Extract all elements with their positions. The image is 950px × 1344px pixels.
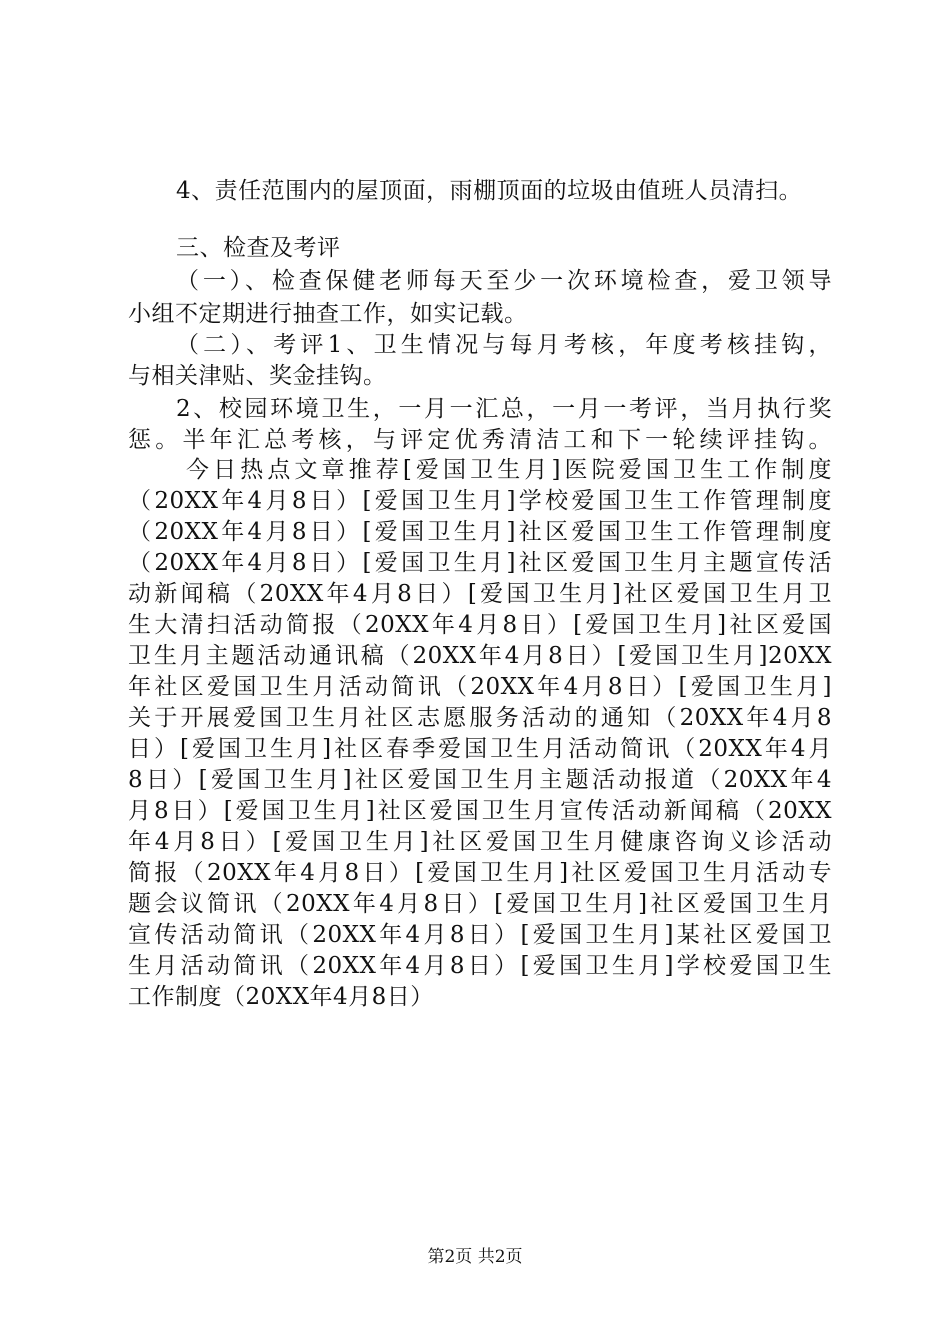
recommend-line: 日）[爱国卫生月]社区春季爱国卫生月活动简讯（20XX年4月 [128,736,832,762]
recommend-line: 关于开展爱国卫生月社区志愿服务活动的通知（20XX年4月8 [128,705,832,731]
section3-heading: 三、检查及考评 [176,235,341,261]
recommend-line: （20XX年4月8日）[爱国卫生月]社区爱国卫生月主题宣传活 [128,550,832,576]
recommend-line: 题会议简讯（20XX年4月8日）[爱国卫生月]社区爱国卫生月 [128,891,832,917]
item2-line2: 与相关津贴、奖金挂钩。 [128,363,387,389]
recommend-line: 动新闻稿（20XX年4月8日）[爱国卫生月]社区爱国卫生月卫 [128,581,832,607]
item1-line2: 小组不定期进行抽查工作，如实记载。 [128,301,528,327]
recommend-line: 生大清扫活动简报（20XX年4月8日）[爱国卫生月]社区爱国 [128,612,832,638]
recommend-line: （20XX年4月8日）[爱国卫生月]学校爱国卫生工作管理制度 [128,488,832,514]
recommend-line: 卫生月主题活动通讯稿（20XX年4月8日）[爱国卫生月]20XX [128,643,832,669]
recommend-line: 生月活动简讯（20XX年4月8日）[爱国卫生月]学校爱国卫生 [128,953,832,979]
recommend-line: 月8日）[爱国卫生月]社区爱国卫生月宣传活动新闻稿（20XX [128,798,832,824]
item1-line1: （一）、检查保健老师每天至少一次环境检查，爱卫领导 [176,268,832,294]
recommend-line: 简报（20XX年4月8日）[爱国卫生月]社区爱国卫生月活动专 [128,860,832,886]
page-footer: 第2页 共2页 [427,1247,523,1267]
recommend-line: 年4月8日）[爱国卫生月]社区爱国卫生月健康咨询义诊活动 [128,829,832,855]
recommend-line: （20XX年4月8日）[爱国卫生月]社区爱国卫生工作管理制度 [128,519,832,545]
section4-item4-text: 4、责任范围内的屋顶面，雨棚顶面的垃圾由值班人员清扫。 [176,178,803,204]
recommend-line: 工作制度（20XX年4月8日） [128,984,434,1010]
item3-line1: 2、校园环境卫生，一月一汇总，一月一考评，当月执行奖 [176,396,832,422]
item2-line1: （二）、考评1、卫生情况与每月考核，年度考核挂钩， [176,332,832,358]
recommend-line: 年社区爱国卫生月活动简讯（20XX年4月8日）[爱国卫生月] [128,674,832,700]
recommend-line: 宣传活动简讯（20XX年4月8日）[爱国卫生月]某社区爱国卫 [128,922,832,948]
recommend-line: 今日热点文章推荐[爱国卫生月]医院爱国卫生工作制度 [186,457,832,483]
item3-line2: 惩。半年汇总考核，与评定优秀清洁工和下一轮续评挂钩。 [128,427,832,453]
recommend-line: 8日）[爱国卫生月]社区爱国卫生月主题活动报道（20XX年4 [128,767,832,793]
